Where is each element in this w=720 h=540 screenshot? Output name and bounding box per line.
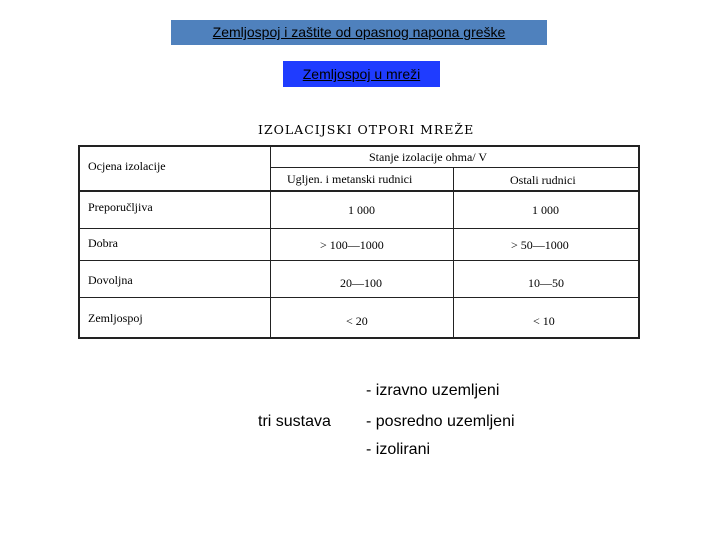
table-line	[270, 167, 640, 168]
row-label: Dovoljna	[88, 273, 133, 287]
table-line	[453, 167, 454, 339]
table-border-bottom	[78, 337, 640, 339]
sub-header-other-mines: Ostali rudnici	[510, 173, 576, 187]
table-line	[78, 260, 640, 261]
systems-label: tri sustava	[258, 413, 331, 430]
table-border-right	[638, 145, 640, 339]
column-header-rating: Ocjena izolacije	[88, 159, 166, 173]
system-item: - izolirani	[366, 441, 431, 458]
table-border-top	[78, 145, 640, 147]
row-value-coal: 20—100	[340, 276, 382, 290]
table-line	[78, 228, 640, 229]
insulation-table	[78, 145, 640, 338]
table-line	[78, 190, 640, 192]
table-line	[270, 145, 271, 339]
row-label: Zemljospoj	[88, 311, 143, 325]
row-value-other: > 50—1000	[511, 238, 569, 252]
group-header: Stanje izolacije ohma/ V	[369, 150, 488, 164]
sub-header-coal-mines: Ugljen. i metanski rudnici	[287, 172, 413, 186]
row-value-other: < 10	[533, 314, 555, 328]
row-value-coal: < 20	[346, 314, 368, 328]
row-value-coal: 1 000	[348, 203, 375, 217]
table-line	[78, 297, 640, 298]
row-value-other: 10—50	[528, 276, 564, 290]
row-label: Dobra	[88, 236, 118, 250]
page-title: Zemljospoj i zaštite od opasnog napona greške	[171, 20, 547, 45]
system-item: - posredno uzemljeni	[366, 413, 515, 430]
table-border-left	[78, 145, 80, 339]
row-value-coal: > 100—1000	[320, 238, 384, 252]
table-caption: IZOLACIJSKI OTPORI MREŽE	[258, 122, 475, 137]
row-value-other: 1 000	[532, 203, 559, 217]
row-label: Preporučljiva	[88, 200, 153, 214]
system-item: - izravno uzemljeni	[366, 382, 500, 399]
section-title: Zemljospoj u mreži	[283, 61, 440, 87]
